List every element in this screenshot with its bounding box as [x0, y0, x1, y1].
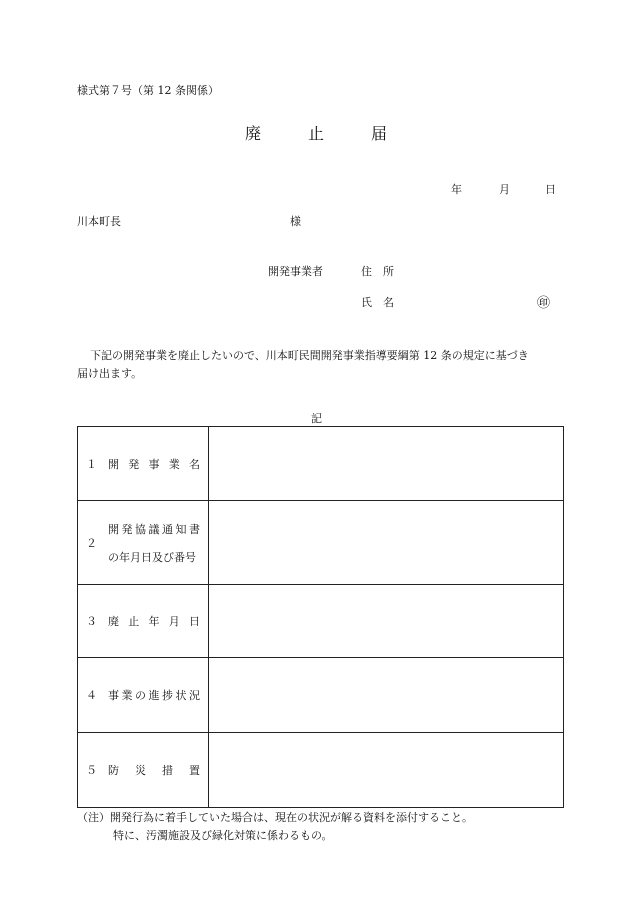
- addressee-honorific: 様: [290, 215, 301, 228]
- note-line1: （注）開発行為に着手していた場合は、現在の状況が解る資料を添付すること。: [77, 811, 473, 824]
- ki-heading: 記: [311, 412, 322, 425]
- table-row: [78, 585, 564, 658]
- row-number: ２: [86, 536, 97, 550]
- row-number: ４: [86, 689, 97, 702]
- note-line2: 特に、汚濁施設及び緑化対策に係わるもの。: [113, 829, 333, 842]
- addressee-name: 川本町長: [77, 215, 121, 228]
- title-char-3: 届: [371, 124, 389, 143]
- row-value-field[interactable]: [209, 585, 564, 658]
- row-value-field[interactable]: [209, 501, 564, 585]
- body-text-line2: 届け出ます。: [77, 367, 143, 380]
- body-text-line1: 下記の開発事業を廃止したいので、川本町民間開発事業指導要綱第 12 条の規定に基づき: [90, 349, 529, 362]
- row-label-cell: [78, 585, 209, 658]
- row-label: 事業の進捗状況: [108, 689, 200, 702]
- title-char-2: 止: [308, 124, 326, 143]
- row-label-cell: [78, 733, 209, 808]
- table-row: [78, 427, 564, 501]
- table-row: [78, 658, 564, 733]
- row-label-cell: [78, 501, 209, 585]
- row-label-cell: [78, 427, 209, 501]
- row-number: ５: [86, 764, 97, 777]
- form-table: [77, 426, 564, 808]
- seal-mark: ㊞: [537, 296, 551, 311]
- row-value-field[interactable]: [209, 427, 564, 501]
- row-label-line1: 開発協議通知書: [108, 522, 200, 536]
- row-label-cell: [78, 658, 209, 733]
- row-number: １: [86, 457, 97, 471]
- date-year: 年: [451, 183, 462, 196]
- table-row: [78, 501, 564, 585]
- name-label: 氏 名: [361, 296, 394, 309]
- address-label: 住 所: [361, 265, 394, 278]
- row-value-field[interactable]: [209, 658, 564, 733]
- table-row: [78, 733, 564, 808]
- row-label: 廃止年月日: [108, 615, 200, 628]
- row-label: 防災措置: [108, 764, 200, 777]
- form-number: 様式第７号（第 12 条関係）: [77, 84, 219, 97]
- row-label: 開発事業名: [108, 457, 200, 471]
- date-day: 日: [545, 183, 556, 196]
- applicant-role: 開発事業者: [268, 265, 323, 278]
- title-char-1: 廃: [245, 124, 263, 143]
- row-value-field[interactable]: [209, 733, 564, 808]
- date-month: 月: [499, 183, 510, 196]
- row-number: ３: [86, 615, 97, 628]
- row-label-line2: の年月日及び番号: [108, 550, 196, 564]
